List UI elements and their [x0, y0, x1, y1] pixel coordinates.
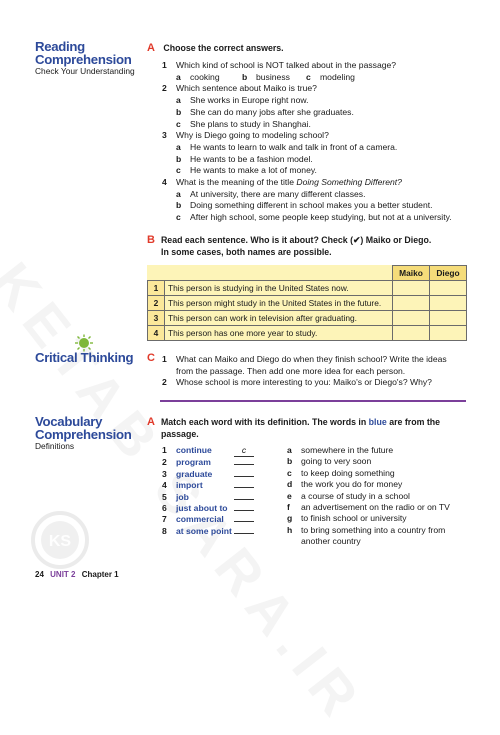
option-text: He wants to be a fashion model. — [190, 153, 313, 164]
table-row — [148, 296, 467, 311]
reading-title-1: Reading — [35, 39, 85, 54]
reading-heading — [35, 40, 135, 77]
table-row — [148, 281, 467, 296]
definition-item — [287, 468, 450, 479]
row-text: This person can work in television after graduating. — [165, 311, 393, 326]
definition-item-cont: another country — [301, 536, 361, 547]
definition-letter: b — [287, 456, 293, 467]
critical-section — [147, 352, 155, 364]
col-maiko: Maiko — [393, 266, 430, 281]
question-1 — [162, 60, 452, 72]
option-letter: c — [176, 118, 181, 129]
option-letter: a — [176, 141, 181, 152]
option-text: Doing something different in school makes you a better student. — [190, 200, 433, 211]
option-text: She works in Europe right now. — [190, 95, 309, 106]
option-row — [162, 212, 452, 224]
question-text: Which sentence about Maiko is true? — [176, 83, 317, 94]
question-number: 2 — [162, 377, 167, 388]
vocab-instr-line2: passage. — [161, 429, 199, 439]
check-table — [147, 265, 467, 341]
question-number: 4 — [162, 177, 167, 188]
definition-list — [287, 445, 450, 548]
word: at some point — [176, 525, 232, 536]
option-row — [162, 189, 452, 201]
answer-blank[interactable] — [234, 521, 254, 522]
unit-label: UNIT 2 — [50, 570, 76, 579]
answer-blank[interactable] — [234, 476, 254, 477]
table-header-row — [148, 266, 467, 281]
option-letter: b — [176, 106, 182, 117]
option-letter: c — [176, 212, 181, 223]
question-2 — [162, 83, 452, 95]
word: job — [176, 491, 189, 502]
row-text: This person is studying in the United States now. — [165, 281, 393, 296]
vocab-instr-1: Match each word with its definition. The words in — [160, 417, 369, 427]
option-letter: a — [176, 71, 181, 82]
critical-question-1 — [162, 354, 447, 366]
definition-text: going to very soon — [301, 456, 372, 467]
word-item — [162, 503, 254, 514]
question-number: 1 — [162, 60, 167, 70]
maiko-checkbox[interactable] — [393, 311, 430, 326]
option-row — [162, 119, 452, 131]
word: just about to — [176, 503, 228, 514]
option-letter: b — [176, 200, 182, 211]
part-a-tag: A — [147, 42, 155, 54]
definition-letter: d — [287, 479, 293, 490]
vocab-instr-2: are from the — [386, 417, 441, 427]
option-text: She plans to study in Shanghai. — [190, 118, 311, 129]
word-item — [162, 457, 254, 468]
critical-tag: C — [147, 352, 155, 364]
vocab-instruction — [147, 416, 440, 440]
vocab-subtitle: Definitions — [35, 441, 75, 451]
table-row — [148, 311, 467, 326]
answer-blank[interactable]: c — [234, 445, 254, 457]
word-number: 5 — [162, 491, 167, 502]
definition-text: to bring something into a country from — [301, 524, 446, 535]
word-item — [162, 526, 254, 537]
answer-blank[interactable] — [234, 464, 254, 465]
option-letter: a — [176, 188, 181, 199]
option-text: He wants to make a lot of money. — [190, 165, 317, 176]
word-number: 7 — [162, 514, 167, 525]
definition-item — [287, 525, 450, 536]
definition-text: to finish school or university — [301, 513, 407, 524]
option-row — [162, 107, 452, 119]
diego-checkbox[interactable] — [430, 281, 467, 296]
question-number: 3 — [162, 130, 167, 141]
option-letter: a — [176, 95, 181, 106]
option-letter: c — [176, 165, 181, 176]
word-number: 8 — [162, 525, 167, 536]
diego-checkbox[interactable] — [430, 311, 467, 326]
option-letter: b — [242, 71, 248, 82]
page-footer — [35, 570, 119, 579]
answer-blank[interactable] — [234, 487, 254, 488]
vocab-instr-blue: blue — [368, 417, 387, 427]
reading-subtitle: Check Your Understanding — [35, 66, 135, 76]
word-number: 3 — [162, 468, 167, 479]
part-a-header — [147, 42, 284, 54]
question-list — [162, 60, 452, 224]
word-item — [162, 469, 254, 480]
row-number: 4 — [148, 326, 165, 341]
critical-question-2 — [162, 377, 447, 389]
question-3 — [162, 130, 452, 142]
chapter-label: Chapter 1 — [81, 570, 119, 579]
critical-question-1-cont: from the passage. Then add one more idea for each person. — [176, 365, 406, 376]
question-4 — [162, 177, 452, 189]
question-number: 2 — [162, 83, 167, 94]
reading-title-2: Comprehension — [35, 52, 132, 67]
option-text: He wants to learn to walk and talk in front of a camera. — [190, 141, 398, 152]
option-text: cooking — [190, 71, 220, 82]
definition-item — [287, 479, 450, 490]
answer-blank[interactable] — [234, 499, 254, 500]
word: program — [176, 457, 211, 468]
word-item — [162, 445, 254, 457]
option-letter: c — [306, 71, 311, 82]
vocab-title-1: Vocabulary — [35, 414, 103, 429]
definition-text: an advertisement on the radio or on TV — [301, 502, 450, 513]
page-number: 24 — [35, 570, 44, 579]
question-text: What can Maiko and Diego do when they finish school? Write the ideas — [176, 354, 447, 364]
critical-questions — [162, 354, 447, 389]
question-title-italic: Doing Something Different? — [296, 177, 402, 188]
vocab-heading — [35, 415, 131, 452]
question-text: Why is Diego going to modeling school? — [176, 130, 329, 141]
maiko-checkbox[interactable] — [393, 326, 430, 341]
definition-item — [287, 513, 450, 524]
option-letter: b — [176, 153, 182, 164]
definition-text: to keep doing something — [301, 467, 395, 478]
word: graduate — [176, 468, 213, 479]
word-item — [162, 480, 254, 491]
col-diego: Diego — [430, 266, 467, 281]
question-text: Which kind of school is NOT talked about in the passage? — [176, 60, 397, 70]
maiko-checkbox[interactable] — [393, 281, 430, 296]
word-list — [162, 445, 254, 537]
diego-checkbox[interactable] — [430, 326, 467, 341]
option-text: After high school, some people keep studying, but not at a university. — [190, 212, 452, 223]
word-number: 1 — [162, 445, 167, 455]
option-text: modeling — [320, 71, 355, 82]
word-item — [162, 514, 254, 525]
row-number: 2 — [148, 296, 165, 311]
word-number: 2 — [162, 457, 167, 468]
word-number: 6 — [162, 503, 167, 514]
definition-text: a course of study in a school — [301, 490, 410, 501]
definition-letter: c — [287, 467, 292, 478]
vocab-title-2: Comprehension — [35, 427, 132, 442]
row-text: This person has one more year to study. — [165, 326, 393, 341]
word-item — [162, 492, 254, 503]
definition-text: somewhere in the future — [301, 445, 394, 455]
row-text: This person might study in the United States in the future. — [165, 296, 393, 311]
word: import — [176, 480, 203, 491]
part-b-instruction-2: In some cases, both names are possible. — [161, 247, 332, 257]
definition-letter: a — [287, 445, 292, 455]
definition-letter: e — [287, 490, 292, 501]
part-b-instruction-1: Read each sentence. Who is it about? Check (✔) Maiko or Diego. — [160, 235, 432, 245]
option-text: She can do many jobs after she graduates. — [190, 106, 354, 117]
definition-text: the work you do for money — [301, 479, 403, 490]
option-row — [162, 165, 452, 177]
definition-item — [287, 445, 450, 456]
word: commercial — [176, 514, 224, 525]
definition-letter: f — [287, 502, 290, 513]
row-number: 1 — [148, 281, 165, 296]
table-corner — [148, 266, 393, 281]
option-row — [162, 200, 452, 212]
option-row — [162, 154, 452, 166]
option-row — [162, 142, 452, 154]
vocab-tag: A — [147, 416, 155, 428]
definition-item — [287, 502, 450, 513]
answer-blank[interactable] — [234, 510, 254, 511]
part-b-header — [147, 234, 431, 258]
definition-item — [287, 491, 450, 502]
definition-letter: h — [287, 524, 293, 535]
definition-letter: g — [287, 513, 293, 524]
diego-checkbox[interactable] — [430, 296, 467, 311]
part-b-tag: B — [147, 234, 155, 246]
question-number: 1 — [162, 354, 167, 364]
critical-title: Critical Thinking — [35, 350, 134, 365]
option-text: At university, there are many different classes. — [190, 188, 366, 199]
option-row — [162, 95, 452, 107]
word: continue — [176, 445, 212, 455]
row-number: 3 — [148, 311, 165, 326]
definition-item — [287, 456, 450, 467]
question-text: What is the meaning of the title — [176, 177, 297, 188]
option-text: business — [256, 71, 290, 82]
question-1-options — [162, 72, 452, 84]
question-text: Whose school is more interesting to you: Maiko's or Diego's? Why? — [176, 377, 432, 388]
table-row — [148, 326, 467, 341]
word-number: 4 — [162, 480, 167, 491]
section-divider — [160, 400, 466, 402]
maiko-checkbox[interactable] — [393, 296, 430, 311]
ks-logo — [30, 510, 90, 572]
part-a-instruction: Choose the correct answers. — [163, 43, 284, 53]
svg-text:KS: KS — [48, 533, 72, 550]
answer-blank[interactable] — [234, 533, 254, 534]
